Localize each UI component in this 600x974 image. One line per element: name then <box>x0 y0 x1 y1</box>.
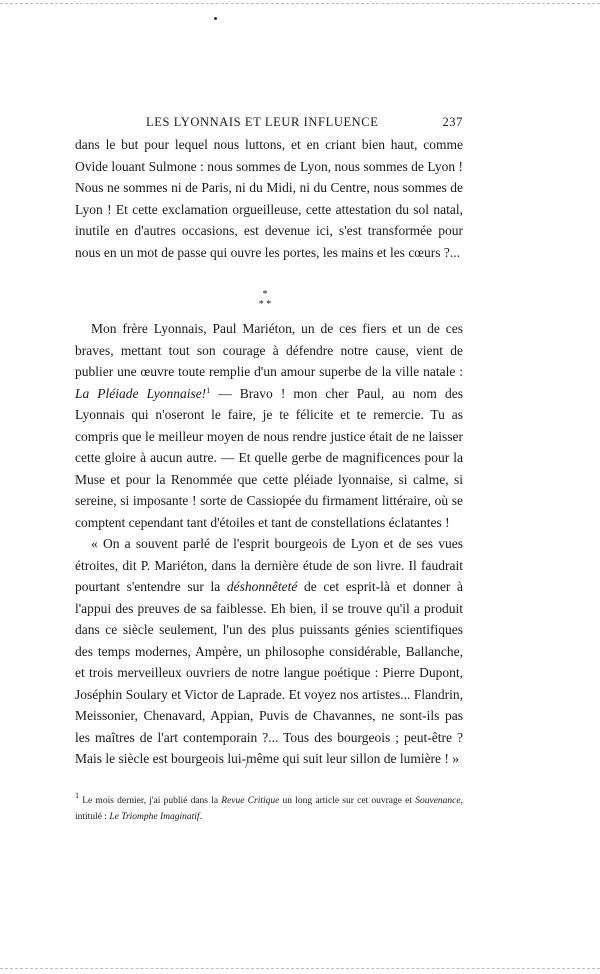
asterism-bottom: * * <box>258 299 272 310</box>
asterism-separator <box>250 290 280 312</box>
footnote <box>75 793 463 825</box>
asterism-top: * <box>262 289 268 300</box>
footnote-ref: 1 <box>206 385 211 395</box>
scan-edge-bottom <box>0 968 600 969</box>
footnote-text: . <box>199 812 202 822</box>
paragraph-marieton <box>75 318 463 533</box>
running-header <box>75 115 463 133</box>
footnote-article-title: Le Triomphe Imaginatif <box>109 812 200 822</box>
paragraph-text: — Bravo ! mon cher Paul, au nom des Lyonnais qui n'oseront le faire, je te félicite et te remercie. Tu as compris que le meilleur moyen de nous rendre justice était de ne laisser cette gloire à aucun autre. — Et quelle gerbe de magnificences pour la Muse et pour la Renommée que cette pléiade lyonnaise, si calme, si sereine, si imposante ! sorte de Cassiopée du firmament littéraire, où se comptent cependant tant d'étoiles et tant de constellations éclatantes ! <box>75 385 463 530</box>
running-title: LES LYONNAIS ET LEUR INFLUENCE <box>146 115 379 129</box>
scan-edge-top <box>0 3 600 4</box>
text-block-main <box>75 318 463 770</box>
footnote-book: Souvenance <box>415 796 461 806</box>
footnote-text: Le mois dernier, j'ai publié dans la <box>79 796 222 806</box>
paragraph-text: « On a souvent parlé de l'esprit bourgeois de Lyon et de ses vues étroites, dit P. Mariéton, dans la dernière étude de son livre. Il faudrait pourtant s'entendre sur la <box>75 536 463 594</box>
footnote-marker: 1 <box>75 791 79 800</box>
paragraph-quote <box>75 533 463 770</box>
scan-speck <box>214 17 217 20</box>
footnote-text: un long article sur cet ouvrage et <box>279 796 416 806</box>
page-number: 237 <box>442 115 463 129</box>
emphasis-word: déshonnêteté <box>226 579 298 594</box>
footnote-journal: Revue Critique <box>221 796 280 806</box>
paragraph-text: de cet esprit-là et donner à l'appui des preuves de sa faiblesse. Eh bien, il se trouve qu'il a produit dans ce siècle seulement, l'un des plus puissants génies scientifiques des temps modernes, Ampère, un philosophe considérable, Ballanche, et trois merveilleux ouvriers de notre langue poétique : Pierre Dupont, Joséphin Soulary et Victor de Laprade. Et voyez nos artistes... Flandrin, Meissonier, Chenavard, Appian, Puvis de Chavannes, ne sont-ils pas les maîtres de l'art contemporain ?... Tous des bourgeois ; peut-être ? Mais le siècle est bourgeois lui-même qui suit leur sillon de lumière ! » <box>75 579 464 766</box>
footnote-text: , intitulé : <box>75 796 463 822</box>
book-title: La Pléiade Lyonnaise! <box>75 385 207 401</box>
paragraph-continued: dans le but pour lequel nous luttons, et en criant bien haut, comme Ovide louant Sulmone : nous sommes de Lyon, nous sommes de Lyon ! Nous ne sommes ni de Paris, ni du Midi, ni du Centre, nous sommes de Lyon ! Et cette exclamation orgueilleuse, cette attestation du sol natal, inutile en d'autres occasions, est devenue ici, s'est transformée pour nous en un mot de passe qui ouvre les portes, les mains et les cœurs ?... <box>75 137 463 260</box>
text-block-continued <box>75 134 463 263</box>
paragraph-text: Mon frère Lyonnais, Paul Mariéton, un de ces fiers et un de ces braves, mettant tout son courage à défendre notre cause, vient de publier une œuvre toute remplie d'un amour superbe de la ville natale : <box>75 321 463 379</box>
